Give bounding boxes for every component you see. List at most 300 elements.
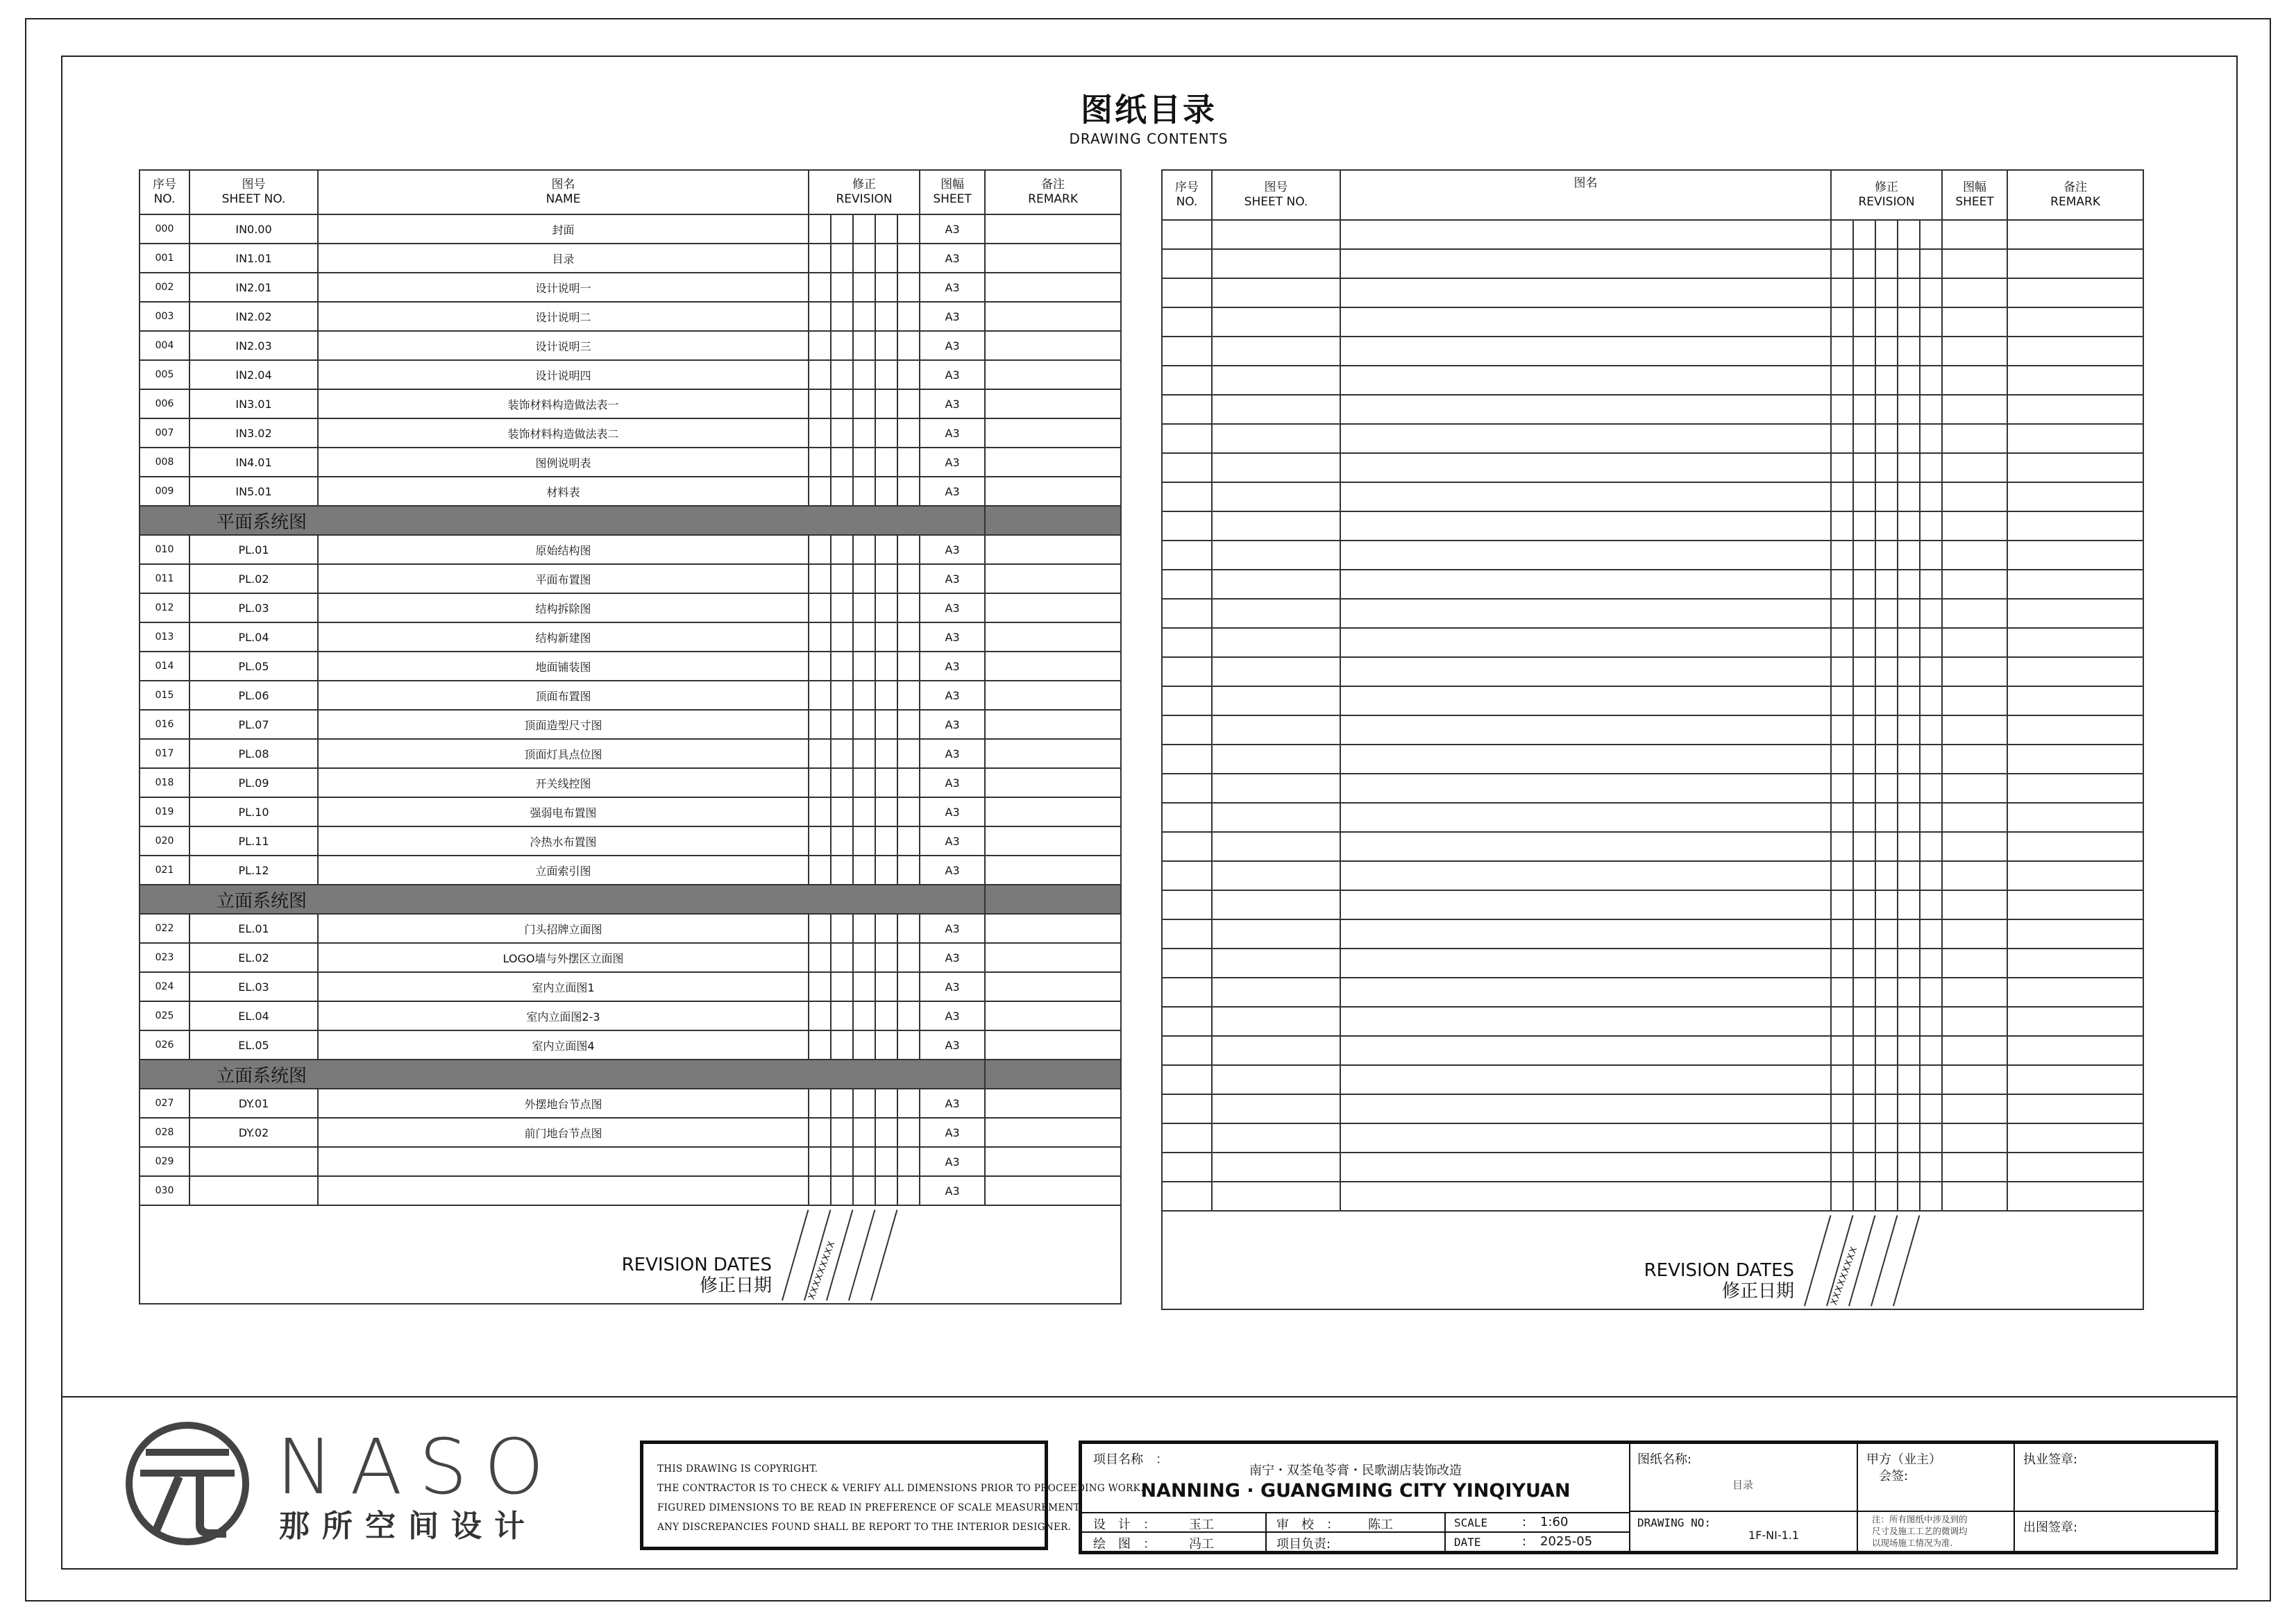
- revision-cell: [831, 1030, 853, 1060]
- sheet-name-label: 图纸名称:: [1637, 1452, 1692, 1467]
- section-remark-cell: [985, 1060, 1121, 1089]
- revision-cell: [1831, 541, 1853, 570]
- revision-cell: [1853, 570, 1875, 599]
- row-no: [1162, 220, 1212, 249]
- row-remark: [985, 622, 1121, 652]
- revision-cell: [1831, 337, 1853, 366]
- revision-cell: [1853, 774, 1875, 803]
- row-name: LOGO墙与外摆区立面图: [318, 943, 809, 972]
- row-name: [1340, 890, 1831, 919]
- row-sheet-no: IN4.01: [189, 448, 318, 477]
- revision-cell: [897, 244, 920, 273]
- revision-cell: [809, 972, 831, 1001]
- row-no: [1162, 366, 1212, 395]
- table-row: [1162, 599, 2143, 628]
- row-remark: [985, 768, 1121, 797]
- revision-cell: [1898, 1123, 1920, 1153]
- row-name: 室内立面图2-3: [318, 1001, 809, 1030]
- row-no: [1162, 949, 1212, 978]
- row-no: [1162, 861, 1212, 890]
- row-sheet-no: IN2.04: [189, 360, 318, 389]
- row-no: [1162, 278, 1212, 307]
- table-row: [1162, 686, 2143, 715]
- revision-cell: [1898, 599, 1920, 628]
- revision-cell: [1875, 949, 1898, 978]
- revision-cell: [1898, 278, 1920, 307]
- revision-cell: [1920, 249, 1942, 278]
- row-sheet-no: [1212, 890, 1340, 919]
- row-remark: [985, 273, 1121, 302]
- revision-cell: [1853, 686, 1875, 715]
- row-no: [1162, 657, 1212, 686]
- revision-cell: [897, 943, 920, 972]
- revision-cell: [875, 214, 897, 244]
- row-sheet-size: A3: [920, 681, 985, 710]
- revision-cell: [897, 681, 920, 710]
- row-sheet-no: [1212, 1094, 1340, 1123]
- revision-cell: [1920, 511, 1942, 541]
- scale-colon: :: [1522, 1515, 1527, 1529]
- row-no: 029: [140, 1147, 189, 1176]
- row-sheet-no: PL.02: [189, 564, 318, 593]
- revision-cell: [1920, 424, 1942, 453]
- revision-dates-row: [140, 1205, 1121, 1304]
- table-row: [1162, 541, 2143, 570]
- row-name: 门头招牌立面图: [318, 914, 809, 943]
- row-name: [1340, 774, 1831, 803]
- row-no: [1162, 832, 1212, 861]
- row-sheet-no: [1212, 307, 1340, 337]
- row-remark: [985, 826, 1121, 856]
- revision-cell: [1875, 482, 1898, 511]
- revision-slash: [870, 1209, 897, 1300]
- row-remark: [2007, 949, 2143, 978]
- revision-date-placeholder: XXXXXXXXX: [807, 1239, 838, 1302]
- revision-cell: [897, 972, 920, 1001]
- row-sheet-size: [1942, 949, 2007, 978]
- revision-cell: [831, 564, 853, 593]
- row-sheet-size: A3: [920, 1147, 985, 1176]
- revision-cell: [897, 389, 920, 418]
- row-name: [1340, 249, 1831, 278]
- row-sheet-no: PL.08: [189, 739, 318, 768]
- row-sheet-no: [1212, 366, 1340, 395]
- row-sheet-size: A3: [920, 448, 985, 477]
- revision-cell: [1831, 307, 1853, 337]
- table-row: [1162, 919, 2143, 949]
- revision-cell: [1875, 249, 1898, 278]
- header-revision: 修正 REVISION: [1831, 170, 1942, 220]
- revision-cell: [1920, 1123, 1942, 1153]
- table-row: [140, 1001, 1121, 1030]
- row-name: 图例说明表: [318, 448, 809, 477]
- row-no: [1162, 978, 1212, 1007]
- row-no: 019: [140, 797, 189, 826]
- section-row: [140, 1060, 1121, 1089]
- row-remark: [985, 797, 1121, 826]
- revision-cell: [1831, 978, 1853, 1007]
- revision-cell: [1920, 686, 1942, 715]
- revision-cell: [853, 1118, 875, 1147]
- row-sheet-size: [1942, 745, 2007, 774]
- revision-cell: [897, 418, 920, 448]
- revision-cell: [853, 1030, 875, 1060]
- revision-cell: [1920, 657, 1942, 686]
- revision-cell: [1898, 424, 1920, 453]
- row-name: 地面铺装图: [318, 652, 809, 681]
- row-sheet-no: EL.02: [189, 943, 318, 972]
- revision-cell: [1898, 832, 1920, 861]
- table-row: [140, 739, 1121, 768]
- revision-cell: [831, 797, 853, 826]
- row-name: [1340, 366, 1831, 395]
- header-remark: 备注 REMARK: [985, 170, 1121, 214]
- table-row: [1162, 278, 2143, 307]
- row-sheet-size: [1942, 482, 2007, 511]
- revision-cell: [1898, 307, 1920, 337]
- row-name: 原始结构图: [318, 535, 809, 564]
- row-sheet-no: [1212, 249, 1340, 278]
- revision-cell: [1898, 1182, 1920, 1211]
- revision-slash: [848, 1209, 875, 1300]
- revision-cell: [1853, 453, 1875, 482]
- revision-cell: [1898, 1065, 1920, 1094]
- revision-cell: [831, 1147, 853, 1176]
- row-no: [1162, 511, 1212, 541]
- revision-cell: [1831, 366, 1853, 395]
- revision-dates-label: REVISION DATES 修正日期: [621, 1255, 773, 1296]
- row-no: 026: [140, 1030, 189, 1060]
- design-label: 设 计 ：: [1093, 1518, 1156, 1532]
- revision-cell: [875, 856, 897, 885]
- table-row: [1162, 978, 2143, 1007]
- sheet-name-value: 目录: [1732, 1479, 1753, 1491]
- row-remark: [2007, 541, 2143, 570]
- row-sheet-no: PL.12: [189, 856, 318, 885]
- table-row: [1162, 949, 2143, 978]
- row-sheet-no: EL.05: [189, 1030, 318, 1060]
- revision-cell: [853, 856, 875, 885]
- revision-cell: [1831, 395, 1853, 424]
- revision-cell: [1920, 220, 1942, 249]
- revision-cell: [1920, 307, 1942, 337]
- row-sheet-size: [1942, 570, 2007, 599]
- revision-cell: [809, 681, 831, 710]
- revision-cell: [853, 622, 875, 652]
- row-sheet-size: A3: [920, 652, 985, 681]
- revision-cell: [853, 535, 875, 564]
- revision-cell: [809, 1030, 831, 1060]
- row-remark: [985, 739, 1121, 768]
- table-row: [1162, 803, 2143, 832]
- row-sheet-size: A3: [920, 943, 985, 972]
- revision-cell: [853, 331, 875, 360]
- revision-cell: [809, 389, 831, 418]
- row-remark: [2007, 803, 2143, 832]
- row-remark: [985, 856, 1121, 885]
- row-sheet-no: [189, 1176, 318, 1205]
- revision-cell: [1853, 337, 1875, 366]
- row-name: [1340, 1153, 1831, 1182]
- revision-cell: [831, 273, 853, 302]
- row-no: 015: [140, 681, 189, 710]
- revision-cell: [1898, 249, 1920, 278]
- revision-cell: [853, 1176, 875, 1205]
- revision-cell: [1853, 541, 1875, 570]
- scale-label: SCALE: [1454, 1516, 1488, 1529]
- revision-cell: [897, 1118, 920, 1147]
- row-sheet-size: [1942, 1007, 2007, 1036]
- revision-cell: [1920, 1182, 1942, 1211]
- table-row: [1162, 1153, 2143, 1182]
- row-name: 平面布置图: [318, 564, 809, 593]
- revision-cell: [1875, 628, 1898, 657]
- table-row: [1162, 453, 2143, 482]
- row-remark: [2007, 832, 2143, 861]
- revision-cell: [897, 593, 920, 622]
- row-remark: [2007, 1123, 2143, 1153]
- revision-cell: [897, 535, 920, 564]
- revision-cell: [875, 681, 897, 710]
- row-sheet-no: [1212, 686, 1340, 715]
- revision-cell: [897, 1001, 920, 1030]
- row-no: [1162, 570, 1212, 599]
- row-no: 009: [140, 477, 189, 506]
- revision-cell: [831, 943, 853, 972]
- table-row: [140, 593, 1121, 622]
- row-no: 017: [140, 739, 189, 768]
- table-row: [1162, 307, 2143, 337]
- revision-cell: [1853, 978, 1875, 1007]
- revision-cell: [1898, 803, 1920, 832]
- row-remark: [985, 1118, 1121, 1147]
- table-row: [140, 1030, 1121, 1060]
- revision-slash: [1871, 1215, 1898, 1306]
- row-sheet-size: [1942, 861, 2007, 890]
- row-remark: [985, 914, 1121, 943]
- table-row: [140, 710, 1121, 739]
- row-name: 强弱电布置图: [318, 797, 809, 826]
- revision-cell: [809, 418, 831, 448]
- exec-sign-label: 执业签章:: [2023, 1452, 2078, 1467]
- row-no: [1162, 803, 1212, 832]
- table-row: [140, 1176, 1121, 1205]
- revision-slash: [782, 1209, 809, 1300]
- row-sheet-size: [1942, 1153, 2007, 1182]
- revision-cell: [875, 943, 897, 972]
- row-sheet-size: [1942, 715, 2007, 745]
- owner-label: 甲方（业主）: [1866, 1452, 1941, 1467]
- table-row: [140, 564, 1121, 593]
- revision-cell: [831, 1118, 853, 1147]
- revision-cell: [809, 768, 831, 797]
- contents-table-left: [139, 169, 1122, 1305]
- contents-table-right: [1161, 169, 2144, 1310]
- revision-cell: [831, 448, 853, 477]
- row-sheet-no: [1212, 482, 1340, 511]
- date-value: 2025-05: [1540, 1534, 1593, 1549]
- table-row: [1162, 657, 2143, 686]
- row-remark: [2007, 424, 2143, 453]
- logo-text-en: NASO: [276, 1422, 561, 1511]
- table-row: [140, 972, 1121, 1001]
- revision-cell: [897, 360, 920, 389]
- row-name: [1340, 803, 1831, 832]
- row-sheet-no: EL.01: [189, 914, 318, 943]
- row-no: 000: [140, 214, 189, 244]
- row-name: 外摆地台节点图: [318, 1089, 809, 1118]
- row-name: [1340, 1123, 1831, 1153]
- revision-cell: [809, 797, 831, 826]
- row-sheet-no: [1212, 715, 1340, 745]
- check-value: 陈工: [1368, 1518, 1393, 1532]
- revision-cell: [1920, 745, 1942, 774]
- row-sheet-no: [1212, 1182, 1340, 1211]
- table-row: [1162, 395, 2143, 424]
- revision-cell: [853, 739, 875, 768]
- row-name: 冷热水布置图: [318, 826, 809, 856]
- row-remark: [2007, 1036, 2143, 1065]
- revision-cell: [1853, 890, 1875, 919]
- project-label: 项目名称 ：: [1093, 1452, 1168, 1467]
- revision-cell: [853, 360, 875, 389]
- revision-cell: [1831, 1065, 1853, 1094]
- row-sheet-no: DY.01: [189, 1089, 318, 1118]
- revision-cell: [1875, 803, 1898, 832]
- revision-cell: [1920, 395, 1942, 424]
- row-name: [1340, 1065, 1831, 1094]
- revision-cell: [831, 214, 853, 244]
- row-sheet-no: [1212, 278, 1340, 307]
- section-remark-cell: [985, 885, 1121, 914]
- row-name: 结构拆除图: [318, 593, 809, 622]
- revision-cell: [1875, 395, 1898, 424]
- revision-cell: [809, 302, 831, 331]
- revision-slash: [1893, 1215, 1920, 1306]
- revision-cell: [1920, 453, 1942, 482]
- revision-cell: [1875, 1153, 1898, 1182]
- revision-cell: [1831, 715, 1853, 745]
- revision-cell: [1920, 919, 1942, 949]
- revision-cell: [897, 564, 920, 593]
- table-row: [1162, 832, 2143, 861]
- row-sheet-size: [1942, 599, 2007, 628]
- revision-cell: [897, 331, 920, 360]
- revision-cell: [853, 593, 875, 622]
- table-row: [1162, 366, 2143, 395]
- row-sheet-size: A3: [920, 1089, 985, 1118]
- table-row: [140, 418, 1121, 448]
- row-sheet-size: [1942, 395, 2007, 424]
- revision-cell: [1920, 861, 1942, 890]
- row-remark: [985, 214, 1121, 244]
- row-name: 封面: [318, 214, 809, 244]
- revision-cell: [1875, 657, 1898, 686]
- revision-cell: [1831, 220, 1853, 249]
- row-sheet-size: A3: [920, 389, 985, 418]
- table-row: [1162, 337, 2143, 366]
- revision-cell: [853, 477, 875, 506]
- row-name: [1340, 570, 1831, 599]
- row-no: [1162, 890, 1212, 919]
- row-sheet-no: [1212, 541, 1340, 570]
- revision-cell: [1831, 1094, 1853, 1123]
- revision-cell: [809, 622, 831, 652]
- row-sheet-size: A3: [920, 244, 985, 273]
- logo-text-cn: 那所空间设计: [279, 1509, 537, 1544]
- row-sheet-no: IN1.01: [189, 244, 318, 273]
- revision-cell: [875, 302, 897, 331]
- row-remark: [2007, 453, 2143, 482]
- revision-cell: [1875, 686, 1898, 715]
- revision-cell: [831, 389, 853, 418]
- header-name: 图名: [1340, 170, 1831, 220]
- row-sheet-size: A3: [920, 1001, 985, 1030]
- row-sheet-size: A3: [920, 593, 985, 622]
- row-no: [1162, 1153, 1212, 1182]
- revision-cell: [809, 331, 831, 360]
- row-sheet-size: [1942, 424, 2007, 453]
- row-no: [1162, 745, 1212, 774]
- row-remark: [985, 1089, 1121, 1118]
- row-no: 004: [140, 331, 189, 360]
- copyright-line: ANY DISCREPANCIES FOUND SHALL BE REPORT TO THE INTERIOR DESIGNER.: [657, 1522, 1072, 1533]
- row-name: 设计说明二: [318, 302, 809, 331]
- project-name-cn: 南宁・双荃龟苓膏・民歌湖店装饰改造: [1249, 1463, 1462, 1478]
- revision-cell: [809, 943, 831, 972]
- title-en: DRAWING CONTENTS: [1069, 130, 1229, 147]
- row-sheet-no: PL.03: [189, 593, 318, 622]
- row-sheet-size: A3: [920, 768, 985, 797]
- row-remark: [2007, 570, 2143, 599]
- row-name: 顶面灯具点位图: [318, 739, 809, 768]
- revision-cell: [1831, 774, 1853, 803]
- table-row: [140, 477, 1121, 506]
- row-name: [1340, 745, 1831, 774]
- revision-cell: [1898, 366, 1920, 395]
- row-sheet-size: [1942, 220, 2007, 249]
- row-name: [318, 1147, 809, 1176]
- row-sheet-no: [1212, 1153, 1340, 1182]
- row-no: 014: [140, 652, 189, 681]
- revision-cell: [1853, 249, 1875, 278]
- draw-value: 冯工: [1189, 1537, 1214, 1552]
- revision-cell: [1920, 278, 1942, 307]
- revision-cell: [1898, 774, 1920, 803]
- row-remark: [985, 1176, 1121, 1205]
- row-sheet-no: DY.02: [189, 1118, 318, 1147]
- row-remark: [985, 972, 1121, 1001]
- revision-cell: [1853, 1182, 1875, 1211]
- revision-cell: [897, 768, 920, 797]
- revision-cell: [1875, 424, 1898, 453]
- row-sheet-size: [1942, 307, 2007, 337]
- lead-label: 项目负责:: [1276, 1537, 1331, 1552]
- revision-cell: [1853, 1036, 1875, 1065]
- row-remark: [2007, 599, 2143, 628]
- revision-cell: [1898, 337, 1920, 366]
- table-row: [1162, 249, 2143, 278]
- row-no: 005: [140, 360, 189, 389]
- revision-cell: [831, 739, 853, 768]
- revision-cell: [853, 1089, 875, 1118]
- row-no: 023: [140, 943, 189, 972]
- revision-cell: [1920, 570, 1942, 599]
- table-row: [140, 622, 1121, 652]
- row-remark: [985, 943, 1121, 972]
- revision-cell: [1853, 832, 1875, 861]
- revision-dates-cell: [1162, 1211, 2143, 1309]
